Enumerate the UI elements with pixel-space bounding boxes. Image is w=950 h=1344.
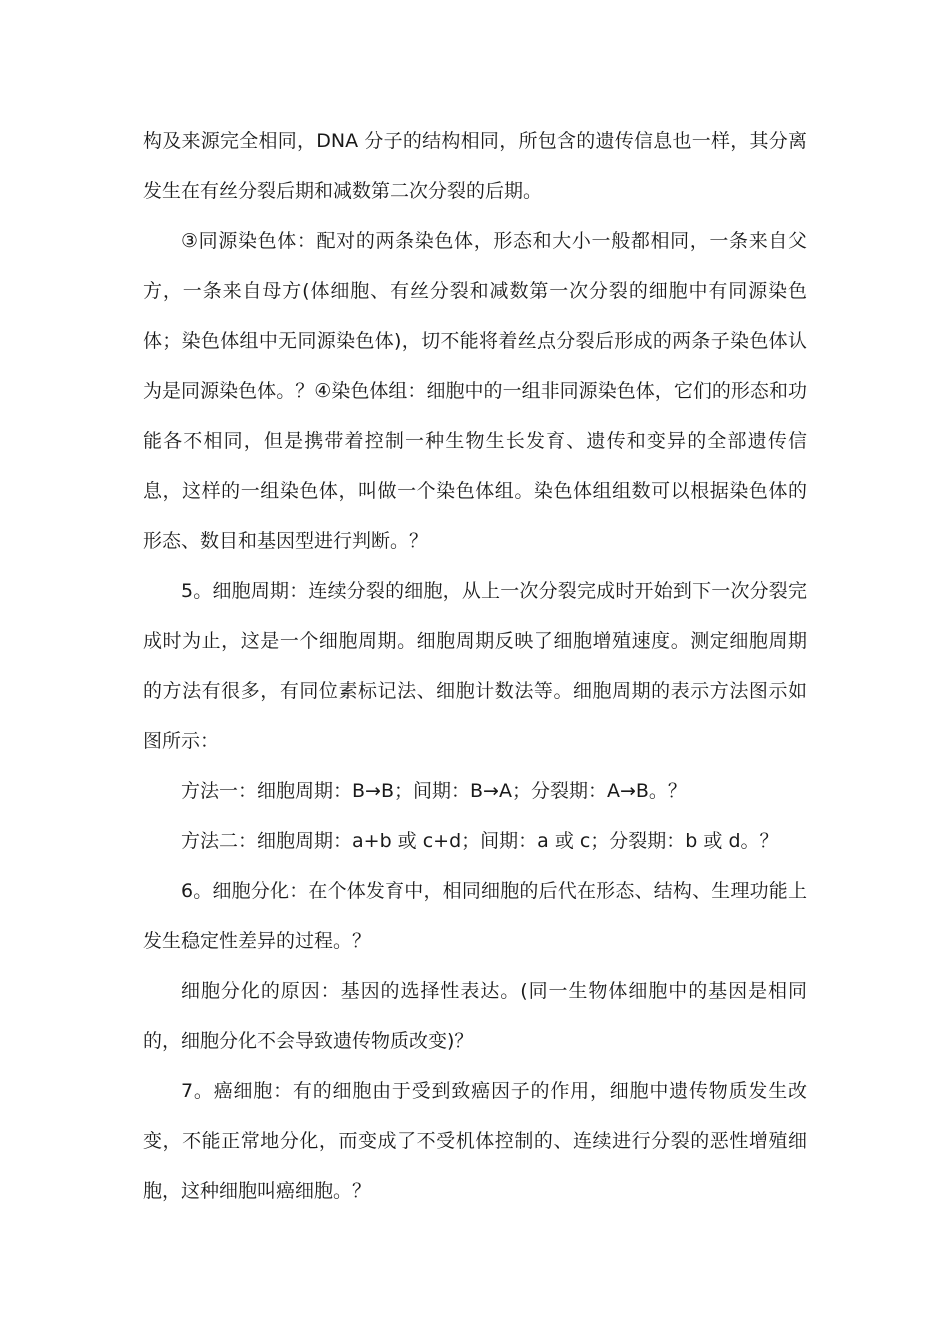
paragraph-method-one: 方法一：细胞周期：B→B；间期：B→A；分裂期：A→B。？	[181, 780, 687, 802]
paragraph-cell-differentiation: 6。细胞分化：在个体发育中，相同细胞的后代在形态、结构、生理功能上发生稳定性差异的过程。？	[143, 880, 807, 952]
paragraph-differentiation-cause: 细胞分化的原因：基因的选择性表达。(同一生物体细胞中的基因是相同的，细胞分化不会导致遗传物质改变)？	[143, 980, 807, 1052]
paragraph-homologous-chromosomes: ③同源染色体：配对的两条染色体，形态和大小一般都相同，一条来自父方，一条来自母方(体细胞、有丝分裂和减数第一次分裂的细胞中有同源染色体；染色体组中无同源染色体)，切不能将着丝点分裂后形成的两条子染色体认为是同源染色体。？④染色体组：细胞中的一组非同源染色体，它们的形态和功能各不相同，但是携带着控制一种生物生长发育、遗传和变异的全部遗传信息，这样的一组染色体，叫做一个染色体组。染色体组组数可以根据染色体的形态、数目和基因型进行判断。？	[143, 230, 807, 552]
paragraph-method-two: 方法二：细胞周期：a+b 或 c+d；间期：a 或 c；分裂期：b 或 d。？	[181, 830, 779, 852]
paragraph-cancer-cells: 7。癌细胞：有的细胞由于受到致癌因子的作用，细胞中遗传物质发生改变，不能正常地分化，而变成了不受机体控制的、连续进行分裂的恶性增殖细胞，这种细胞叫癌细胞。？	[143, 1080, 807, 1202]
document-body	[143, 116, 807, 1216]
paragraph-chromatid-continuation: 构及来源完全相同，DNA 分子的结构相同，所包含的遗传信息也一样，其分离发生在有丝分裂后期和减数第二次分裂的后期。	[143, 130, 807, 202]
paragraph-cell-cycle: 5。细胞周期：连续分裂的细胞，从上一次分裂完成时开始到下一次分裂完成时为止，这是一个细胞周期。细胞周期反映了细胞增殖速度。测定细胞周期的方法有很多，有同位素标记法、细胞计数法等。细胞周期的表示方法图示如图所示：	[143, 580, 807, 752]
